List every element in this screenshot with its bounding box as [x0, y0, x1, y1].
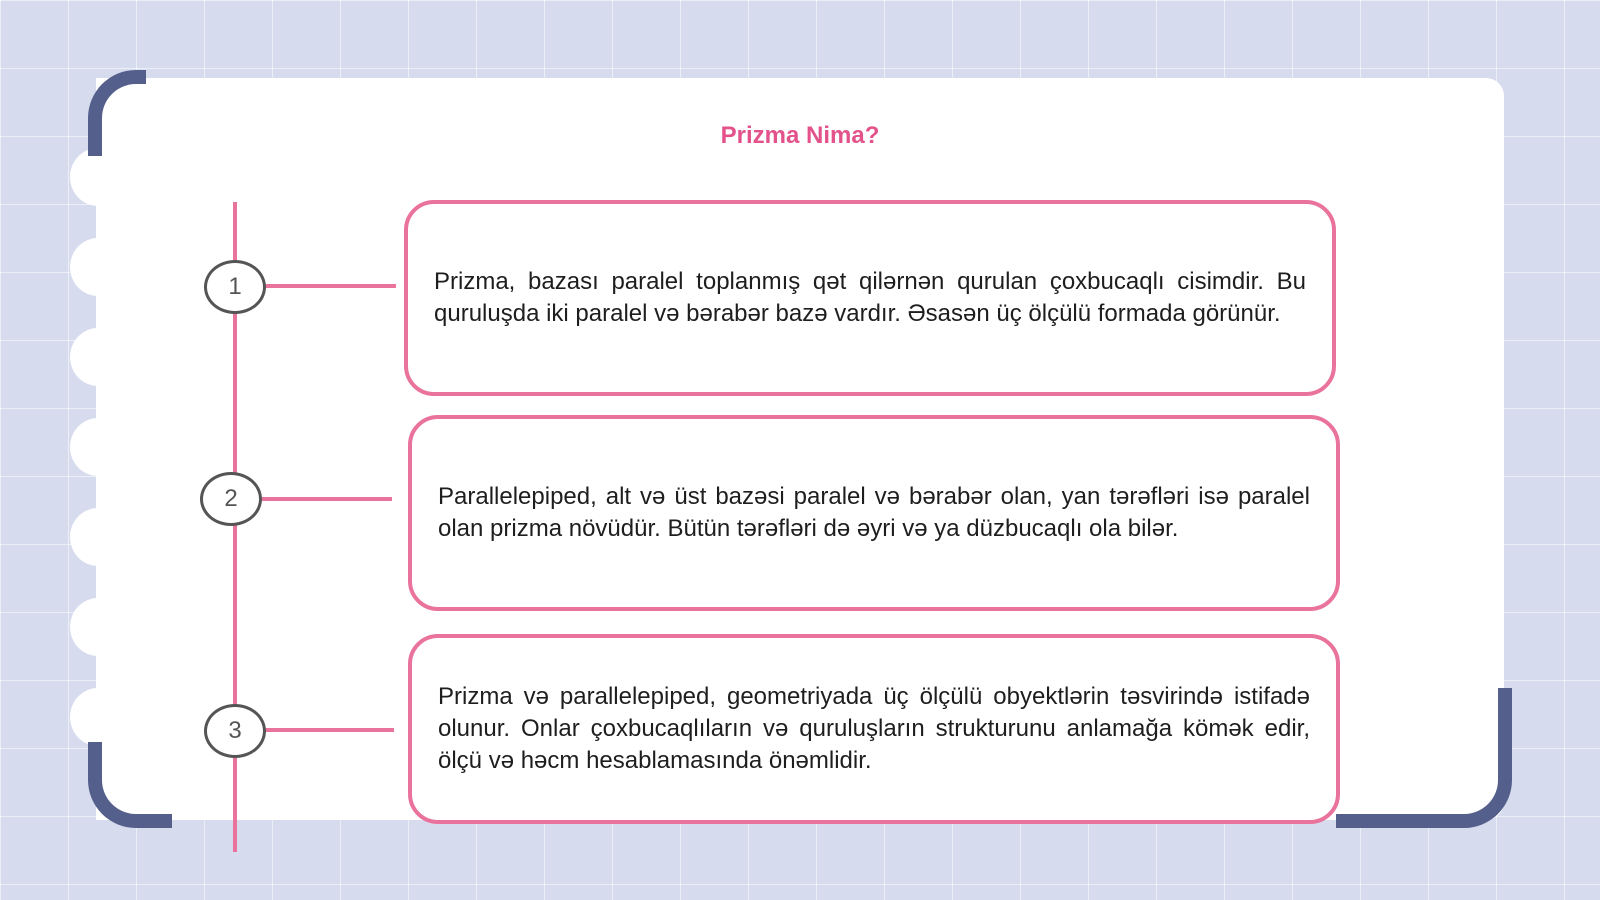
- sheet-scallop: [70, 418, 126, 476]
- step-number-1: 1: [204, 260, 266, 314]
- sheet-scallop: [70, 328, 126, 386]
- sheet-scallop: [70, 238, 126, 296]
- info-card-text: Prizma və parallelepiped, geometriyada üç ölçülü obyektlərin təsvirində istifadə olunur. Onlar çoxbucaqlıların və quruluşların strukturunu anlamağa kömək edir, ölçü və həcm hesablamasında önəmlidir.: [438, 683, 1310, 774]
- info-card-1: [404, 200, 1336, 396]
- timeline-connector-2: [262, 497, 392, 501]
- step-number-2: 2: [200, 472, 262, 526]
- info-card-text: Prizma, bazası paralel toplanmış qət qilərnən qurulan çoxbucaqlı cisimdir. Bu quruluşda iki paralel və bərabər bazə vardır. Əsasən üç ölçülü formada görünür.: [434, 268, 1306, 327]
- sheet-scallop: [70, 148, 126, 206]
- sheet-scallop: [70, 688, 126, 746]
- timeline-connector-1: [266, 284, 396, 288]
- info-card-2: [408, 415, 1340, 611]
- sheet-scallop: [70, 508, 126, 566]
- timeline-connector-3: [266, 728, 394, 732]
- info-card-3: [408, 634, 1340, 824]
- step-number-3: 3: [204, 704, 266, 758]
- frame-corner-bottom-right: [1336, 688, 1512, 828]
- slide-title: Prizma Nima?: [720, 122, 880, 149]
- info-card-text: Parallelepiped, alt və üst bazəsi paralel və bərabər olan, yan tərəfləri isə paralel olan prizma növüdür. Bütün tərəfləri də əyri və ya düzbucaqlı ola bilər.: [438, 483, 1310, 542]
- sheet-scallop: [70, 598, 126, 656]
